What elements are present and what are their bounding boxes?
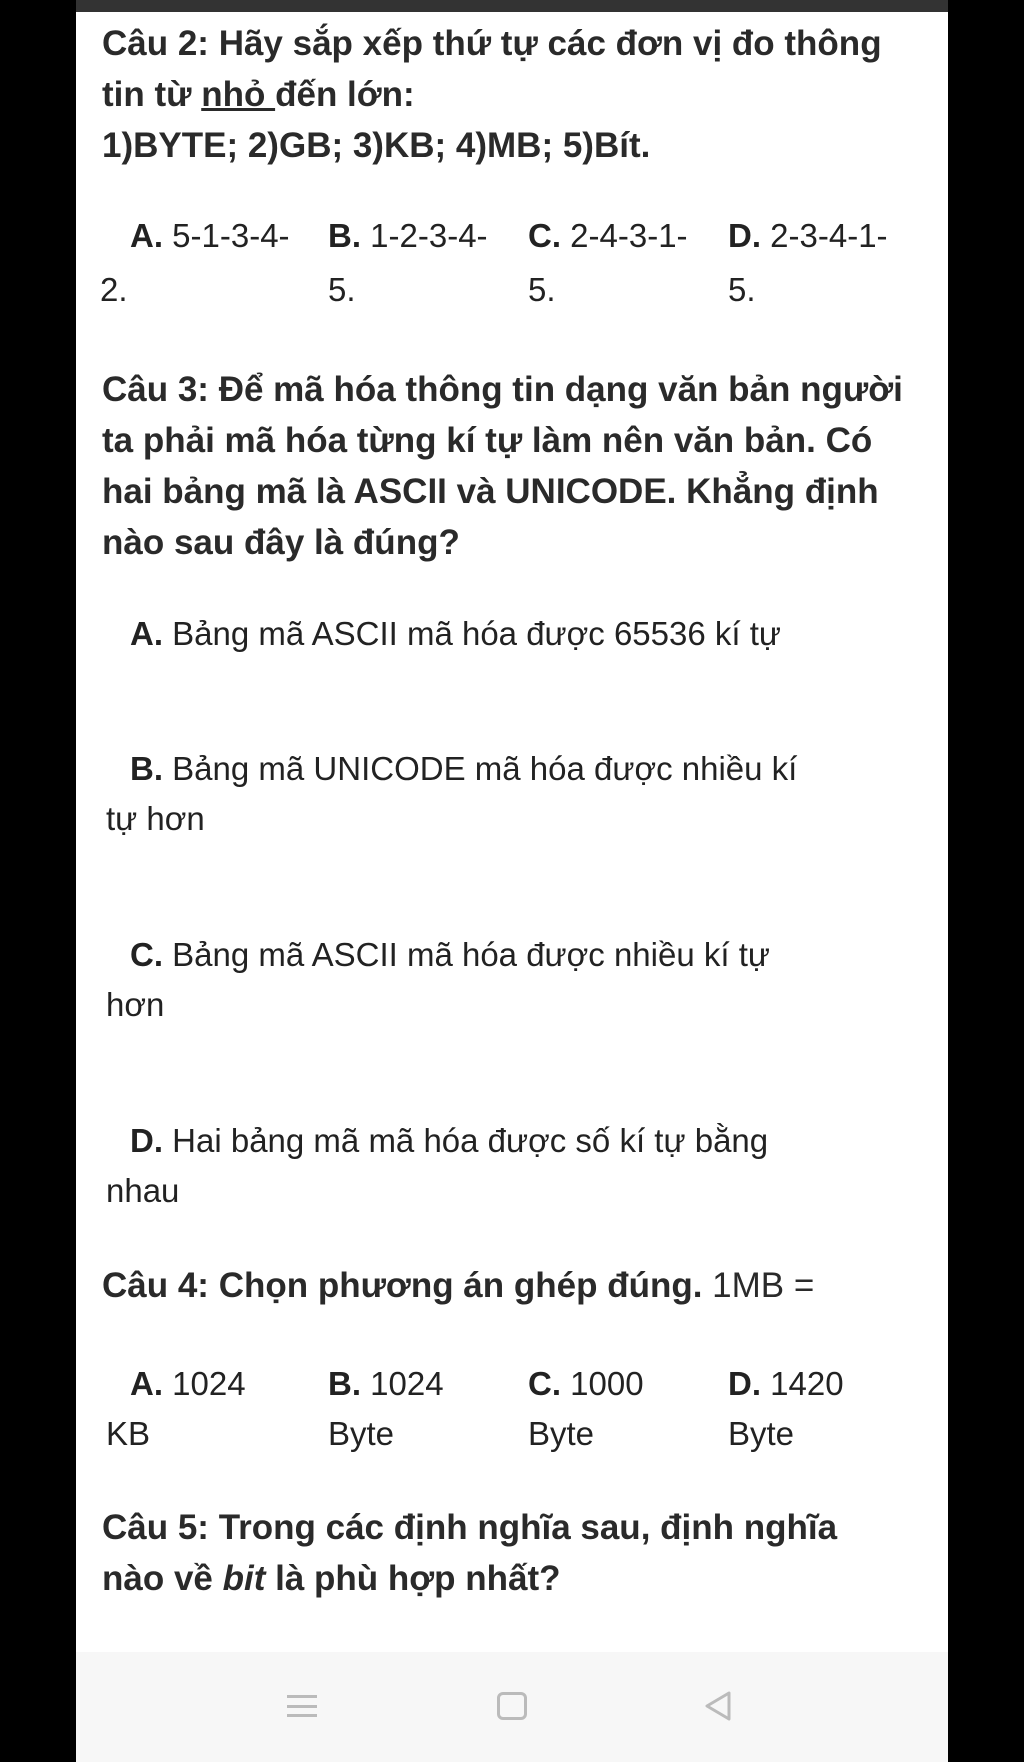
- phone-screen: [76, 0, 948, 1762]
- option-text: 1024: [163, 1365, 246, 1402]
- question-4-option-d[interactable]: [728, 1358, 844, 1410]
- question-2-option-d-cont: 5.: [728, 271, 756, 308]
- menu-icon[interactable]: [272, 1676, 332, 1736]
- question-2-option-a-cont: 2.: [100, 271, 128, 308]
- question-3-option-a[interactable]: [130, 608, 781, 660]
- question-3-option-b[interactable]: [130, 743, 797, 795]
- question-3-title: [102, 364, 922, 568]
- question-3-line-1: Câu 3: Để mã hóa thông tin dạng văn bản người: [102, 370, 903, 409]
- question-3-option-c-cont: hơn: [106, 986, 165, 1023]
- option-letter: D.: [130, 1122, 163, 1159]
- option-letter: A.: [130, 217, 163, 254]
- question-2-option-c[interactable]: [528, 210, 688, 262]
- question-2-line-2-post: đến lớn:: [275, 75, 415, 114]
- question-2-option-b[interactable]: [328, 210, 488, 262]
- question-3-line-4: nào sau đây là đúng?: [102, 523, 460, 562]
- question-4-option-a[interactable]: [130, 1358, 246, 1410]
- option-text: 1420: [761, 1365, 844, 1402]
- question-4-option-b[interactable]: [328, 1358, 444, 1410]
- option-letter: C.: [130, 936, 163, 973]
- question-2-line-3: 1)BYTE; 2)GB; 3)KB; 4)MB; 5)Bít.: [102, 126, 651, 165]
- option-letter: A.: [130, 1365, 163, 1402]
- question-2-line-2-pre: tin từ: [102, 75, 202, 114]
- option-letter: B.: [328, 217, 361, 254]
- question-4-option-c[interactable]: [528, 1358, 644, 1410]
- question-4-option-d-cont: Byte: [728, 1415, 795, 1452]
- option-letter: C.: [528, 217, 561, 254]
- question-2-underlined: nhỏ: [201, 75, 276, 114]
- option-text: Bảng mã ASCII mã hóa được nhiều kí tự: [163, 936, 770, 973]
- option-letter: D.: [728, 217, 761, 254]
- question-4-title-normal: 1MB =: [702, 1266, 815, 1305]
- question-2-option-a[interactable]: [130, 210, 290, 262]
- option-text: 5-1-3-4-: [163, 217, 290, 254]
- question-3-option-b-cont: tự hơn: [106, 800, 205, 837]
- question-2-option-c-cont: 5.: [528, 271, 556, 308]
- option-letter: A.: [130, 615, 163, 652]
- navigation-bar: [76, 1652, 948, 1762]
- question-3-option-d[interactable]: [130, 1115, 768, 1167]
- question-3-line-3: hai bảng mã là ASCII và UNICODE. Khẳng định: [102, 472, 879, 511]
- question-2-line-2: [102, 69, 922, 120]
- option-text: 1000: [561, 1365, 644, 1402]
- question-5-italic-bit: bit: [222, 1559, 266, 1598]
- option-text: Hai bảng mã mã hóa được số kí tự bằng: [163, 1122, 769, 1159]
- question-5-line-1: Câu 5: Trong các định nghĩa sau, định nghĩa: [102, 1508, 838, 1547]
- question-4-option-c-cont: Byte: [528, 1415, 595, 1452]
- question-4-option-a-cont: KB: [106, 1415, 151, 1452]
- question-4-title-bold: Câu 4: Chọn phương án ghép đúng.: [102, 1266, 703, 1305]
- option-text: 2-3-4-1-: [761, 217, 888, 254]
- question-4-option-b-cont: Byte: [328, 1415, 395, 1452]
- option-letter: B.: [130, 750, 163, 787]
- question-2-option-d[interactable]: [728, 210, 888, 262]
- option-letter: C.: [528, 1365, 561, 1402]
- option-letter: D.: [728, 1365, 761, 1402]
- question-2-title: [102, 18, 922, 171]
- back-icon[interactable]: [688, 1676, 748, 1736]
- option-text: 1-2-3-4-: [361, 217, 488, 254]
- option-text: Bảng mã ASCII mã hóa được 65536 kí tự: [163, 615, 781, 652]
- question-2-line-1: Câu 2: Hãy sắp xếp thứ tự các đơn vị đo thông: [102, 24, 882, 63]
- question-5-line-2-pre: nào về: [102, 1559, 223, 1598]
- question-3-line-2: ta phải mã hóa từng kí tự làm nên văn bản. Có: [102, 421, 873, 460]
- question-5-line-2: [102, 1553, 922, 1604]
- question-3-option-d-cont: nhau: [106, 1172, 180, 1209]
- home-icon[interactable]: [482, 1676, 542, 1736]
- option-text: 2-4-3-1-: [561, 217, 688, 254]
- question-4-title: [102, 1260, 922, 1311]
- question-5-title: [102, 1502, 922, 1604]
- question-4-line-1: [102, 1260, 922, 1311]
- option-letter: B.: [328, 1365, 361, 1402]
- question-5-line-2-post: là phù hợp nhất?: [265, 1559, 561, 1598]
- status-bar: [76, 0, 948, 12]
- option-text: Bảng mã UNICODE mã hóa được nhiều kí: [163, 750, 798, 787]
- question-3-option-c[interactable]: [130, 929, 770, 981]
- question-2-option-b-cont: 5.: [328, 271, 356, 308]
- option-text: 1024: [361, 1365, 444, 1402]
